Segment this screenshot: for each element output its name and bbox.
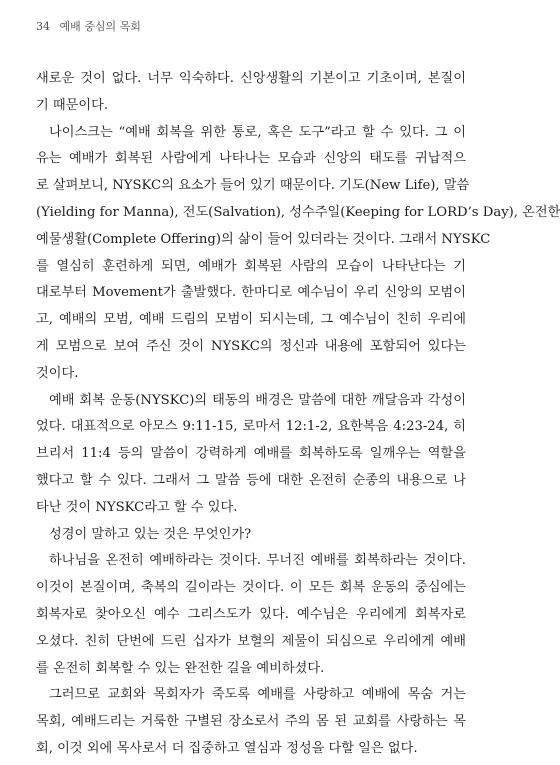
text-line: (Yielding for Manna), 전도(Salvation), 성수주일(Keeping for LORD’s Day), 온전한 (36, 204, 560, 220)
text-line: 것이다. (36, 365, 79, 381)
text-line: 나이스크는 “예배 회복을 위한 통로, 혹은 도구”라고 할 수 있다. 그 이 (49, 124, 466, 140)
body-text (36, 66, 560, 763)
text-line: 대로부터 Movement가 출발했다. 한마디로 예수님이 우리 신앙의 모범이 (36, 285, 466, 301)
text-line: 예물생활(Complete Offering)의 삶이 들어 있더라는 것이다. 그래서 NYSKC (36, 231, 491, 247)
text-line: 오셨다. 친히 단번에 드린 십자가 보혈의 제물이 되심으로 우리에게 예배 (36, 633, 466, 649)
text-line: 유는 예배가 회복된 사람에게 나타나는 모습과 신앙의 태도를 귀납적으 (36, 151, 466, 167)
text-line: 새로운 것이 없다. 너무 익숙하다. 신앙생활의 기본이고 기초이며, 본질이 (36, 71, 466, 86)
page-number: 34 (36, 20, 50, 33)
text-line: 했다고 할 수 있다. 그래서 그 말씀 등에 대한 온전히 순종의 내용으로 나 (36, 472, 466, 488)
text-line: 를 열심히 훈련하게 되면, 예배가 회복된 사람의 모습이 나타난다는 기 (36, 258, 466, 274)
text-line: 고, 예배의 모범, 예배 드림의 모범이 되시는데, 그 예수님이 친히 우리에 (36, 312, 466, 328)
text-line: 었다. 대표적으로 아모스 9:11-15, 로마서 12:1-2, 요한복음 4:23-24, 히 (36, 419, 466, 435)
running-header (36, 18, 141, 34)
text-line: 기 때문이다. (36, 97, 109, 113)
text-line: 이것이 본질이며, 축복의 길이라는 것이다. 이 모든 회복 운동의 중심에는 (36, 580, 466, 596)
text-line: 성경이 말하고 있는 것은 무엇인가? (49, 526, 252, 542)
chapter-title: 예배 중심의 목회 (59, 20, 141, 33)
text-line: 그러므로 교회와 목회자가 죽도록 예배를 사랑하고 예배에 목숨 거는 (49, 687, 466, 703)
text-line: 로 살펴보니, NYSKC의 요소가 들어 있기 때문이다. 기도(New Life), 말씀 (36, 178, 470, 194)
text-line: 예배 회복 운동(NYSKC)의 태동의 배경은 말씀에 대한 깨달음과 각성이 (49, 392, 466, 408)
text-line: 회, 이것 외에 목사로서 더 집중하고 열심과 정성을 다할 일은 없다. (36, 740, 418, 756)
text-line: 를 온전히 회복할 수 있는 완전한 길을 예비하셨다. (36, 660, 325, 676)
text-line: 회복자로 찾아오신 예수 그리스도가 있다. 예수님은 우리에게 회복자로 (36, 606, 466, 622)
text-line: 브리서 11:4 등의 말씀이 강력하게 예배를 회복하도록 일깨우는 역할을 (36, 446, 466, 462)
text-line: 타난 것이 NYSKC라고 할 수 있다. (36, 499, 238, 515)
text-line: 하나님을 온전히 예배하라는 것이다. 무너진 예배를 회복하라는 것이다. (49, 553, 466, 569)
text-line: 목회, 예배드리는 거룩한 구별된 장소로서 주의 몸 된 교회를 사랑하는 목 (36, 714, 466, 730)
text-line: 게 모범으로 보여 주신 것이 NYSKC의 정신과 내용에 포함되어 있다는 (36, 338, 466, 354)
